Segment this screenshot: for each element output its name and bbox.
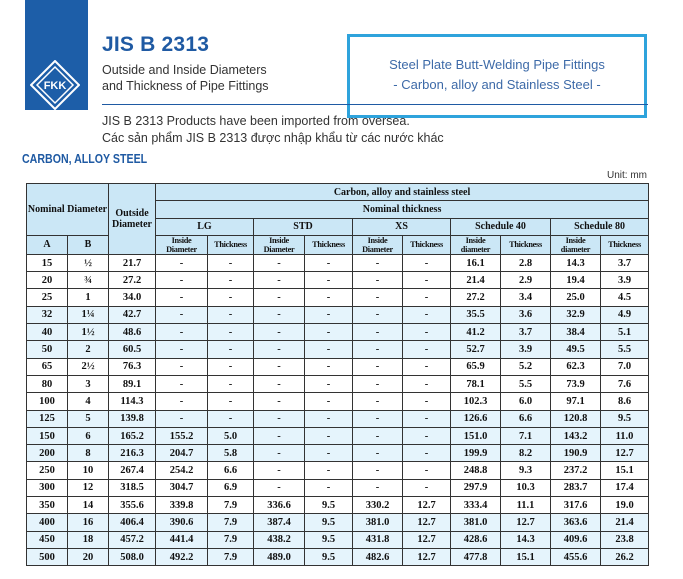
table-cell: 40 — [27, 324, 68, 341]
table-cell: 190.9 — [551, 445, 601, 462]
table-cell: 11.1 — [501, 497, 551, 514]
schedule-header: STD — [254, 218, 353, 235]
table-cell: 2 — [68, 341, 109, 358]
table-row — [27, 375, 649, 392]
table-cell: 457.2 — [109, 531, 156, 548]
sub-header: Inside diameter — [451, 235, 501, 254]
table-cell: 97.1 — [551, 393, 601, 410]
table-cell: 5.2 — [501, 358, 551, 375]
table-row — [27, 445, 649, 462]
table-cell: - — [156, 254, 208, 271]
table-cell: 12.7 — [403, 548, 451, 565]
table-cell: 14.3 — [501, 531, 551, 548]
table-cell: - — [305, 289, 353, 306]
table-cell: 76.3 — [109, 358, 156, 375]
section-title: CARBON, ALLOY STEEL — [22, 152, 148, 166]
table-cell: 200 — [27, 445, 68, 462]
table-cell: 455.6 — [551, 548, 601, 565]
table-cell: - — [208, 324, 254, 341]
table-cell: 3.7 — [501, 324, 551, 341]
table-cell: 336.6 — [254, 497, 305, 514]
table-cell: - — [156, 410, 208, 427]
group-header: Carbon, alloy and stainless steel — [156, 184, 649, 201]
sub-header: Thickness — [601, 235, 649, 254]
table-cell: - — [353, 375, 403, 392]
table-cell: - — [156, 272, 208, 289]
table-row — [27, 324, 649, 341]
table-row — [27, 410, 649, 427]
table-cell: 120.8 — [551, 410, 601, 427]
table-cell: - — [208, 306, 254, 323]
table-cell: 60.5 — [109, 341, 156, 358]
table-cell: - — [353, 341, 403, 358]
table-cell: 52.7 — [451, 341, 501, 358]
table-cell: - — [353, 462, 403, 479]
table-cell: 5.5 — [601, 341, 649, 358]
table-row — [27, 272, 649, 289]
table-cell: 4 — [68, 393, 109, 410]
table-cell: - — [403, 462, 451, 479]
table-cell: - — [254, 306, 305, 323]
table-cell: 10.3 — [501, 479, 551, 496]
schedule-header: Schedule 80 — [551, 218, 649, 235]
sub-header: Inside Diameter — [353, 235, 403, 254]
table-cell: 333.4 — [451, 497, 501, 514]
table-cell: 6.9 — [208, 479, 254, 496]
table-cell: 6.0 — [501, 393, 551, 410]
table-cell: - — [353, 358, 403, 375]
table-cell: 283.7 — [551, 479, 601, 496]
table-cell: 9.5 — [305, 497, 353, 514]
table-cell: 1½ — [68, 324, 109, 341]
table-row — [27, 254, 649, 271]
table-cell: 204.7 — [156, 445, 208, 462]
import-note — [102, 113, 444, 147]
table-cell: 150 — [27, 427, 68, 444]
table-cell: 12.7 — [601, 445, 649, 462]
table-cell: - — [305, 306, 353, 323]
table-cell: 1¼ — [68, 306, 109, 323]
table-cell: - — [305, 358, 353, 375]
table-cell: 482.6 — [353, 548, 403, 565]
table-cell: - — [403, 410, 451, 427]
table-cell: - — [305, 427, 353, 444]
table-cell: 390.6 — [156, 514, 208, 531]
table-cell: 7.0 — [601, 358, 649, 375]
table-cell: - — [254, 289, 305, 306]
table-cell: 27.2 — [451, 289, 501, 306]
table-cell: 3.7 — [601, 254, 649, 271]
table-cell: - — [254, 479, 305, 496]
table-cell: - — [254, 341, 305, 358]
table-cell: - — [156, 393, 208, 410]
table-cell: 5 — [68, 410, 109, 427]
table-cell: 9.3 — [501, 462, 551, 479]
table-cell: 237.2 — [551, 462, 601, 479]
table-cell: 431.8 — [353, 531, 403, 548]
sub-header: Thickness — [305, 235, 353, 254]
table-cell: 500 — [27, 548, 68, 565]
table-cell: 304.7 — [156, 479, 208, 496]
table-cell: 16.1 — [451, 254, 501, 271]
sub-header: Inside Diameter — [156, 235, 208, 254]
table-cell: 7.9 — [208, 531, 254, 548]
table-cell: 42.7 — [109, 306, 156, 323]
table-cell: - — [254, 462, 305, 479]
table-cell: - — [403, 306, 451, 323]
table-cell: 32.9 — [551, 306, 601, 323]
table-cell: - — [353, 272, 403, 289]
table-cell: - — [403, 289, 451, 306]
table-cell: 2½ — [68, 358, 109, 375]
table-cell: 216.3 — [109, 445, 156, 462]
table-cell: 20 — [68, 548, 109, 565]
nominal-diameter-header: Nominal Diameter — [27, 184, 109, 236]
table-cell: 7.6 — [601, 375, 649, 392]
table-cell: 78.1 — [451, 375, 501, 392]
table-cell: 6.6 — [501, 410, 551, 427]
table-cell: - — [403, 324, 451, 341]
table-row — [27, 531, 649, 548]
fkk-logo — [30, 60, 80, 110]
table-cell: 26.2 — [601, 548, 649, 565]
table-cell: 339.8 — [156, 497, 208, 514]
table-cell: 21.4 — [451, 272, 501, 289]
sub-header: Thickness — [501, 235, 551, 254]
schedule-header: Schedule 40 — [451, 218, 551, 235]
table-cell: 438.2 — [254, 531, 305, 548]
table-cell: 5.8 — [208, 445, 254, 462]
table-cell: 363.6 — [551, 514, 601, 531]
table-cell: 6 — [68, 427, 109, 444]
table-cell: - — [208, 254, 254, 271]
table-row — [27, 427, 649, 444]
table-cell: 406.4 — [109, 514, 156, 531]
table-cell: ½ — [68, 254, 109, 271]
table-cell: 139.8 — [109, 410, 156, 427]
table-cell: 20 — [27, 272, 68, 289]
table-cell: 8.2 — [501, 445, 551, 462]
table-cell: 250 — [27, 462, 68, 479]
table-cell: 381.0 — [353, 514, 403, 531]
table-cell: 65.9 — [451, 358, 501, 375]
table-cell: - — [403, 254, 451, 271]
table-cell: 3.9 — [601, 272, 649, 289]
table-cell: 151.0 — [451, 427, 501, 444]
table-cell: 65 — [27, 358, 68, 375]
table-cell: - — [156, 289, 208, 306]
table-cell: - — [254, 324, 305, 341]
table-cell: 3.4 — [501, 289, 551, 306]
table-cell: - — [208, 358, 254, 375]
table-cell: 7.1 — [501, 427, 551, 444]
table-cell: 35.5 — [451, 306, 501, 323]
table-cell: 89.1 — [109, 375, 156, 392]
box-line: - Carbon, alloy and Stainless Steel - — [393, 77, 601, 92]
table-cell: - — [305, 324, 353, 341]
table-cell: - — [353, 254, 403, 271]
subtitle — [102, 62, 269, 94]
unit-label: Unit: mm — [607, 170, 647, 181]
table-cell: - — [156, 375, 208, 392]
table-cell: - — [305, 462, 353, 479]
table-cell: 32 — [27, 306, 68, 323]
table-cell: 165.2 — [109, 427, 156, 444]
table-cell: 6.6 — [208, 462, 254, 479]
table-cell: 409.6 — [551, 531, 601, 548]
product-box — [347, 34, 647, 118]
table-cell: - — [254, 393, 305, 410]
table-cell: 12 — [68, 479, 109, 496]
table-cell: - — [353, 479, 403, 496]
table-cell: 7.9 — [208, 548, 254, 565]
table-cell: 73.9 — [551, 375, 601, 392]
table-cell: 21.4 — [601, 514, 649, 531]
table-cell: 49.5 — [551, 341, 601, 358]
table-cell: 21.7 — [109, 254, 156, 271]
table-cell: - — [254, 410, 305, 427]
table-cell: 317.6 — [551, 497, 601, 514]
schedule-header: XS — [353, 218, 451, 235]
table-cell: 12.7 — [403, 531, 451, 548]
divider — [102, 104, 648, 105]
table-cell: 355.6 — [109, 497, 156, 514]
table-cell: 80 — [27, 375, 68, 392]
table-cell: 125 — [27, 410, 68, 427]
table-cell: 15.1 — [501, 548, 551, 565]
table-cell: 9.5 — [305, 531, 353, 548]
table-row — [27, 479, 649, 496]
table-cell: 428.6 — [451, 531, 501, 548]
table-row — [27, 306, 649, 323]
table-cell: 492.2 — [156, 548, 208, 565]
table-row — [27, 393, 649, 410]
table-cell: 62.3 — [551, 358, 601, 375]
table-cell: 5.5 — [501, 375, 551, 392]
table-cell: 477.8 — [451, 548, 501, 565]
table-cell: 7.9 — [208, 497, 254, 514]
table-cell: - — [254, 358, 305, 375]
table-row — [27, 462, 649, 479]
table-cell: - — [403, 375, 451, 392]
table-cell: 126.6 — [451, 410, 501, 427]
table-body — [27, 254, 649, 565]
table-cell: - — [403, 272, 451, 289]
table-cell: 25.0 — [551, 289, 601, 306]
table-cell: - — [403, 479, 451, 496]
table-cell: 441.4 — [156, 531, 208, 548]
table-cell: 14 — [68, 497, 109, 514]
table-cell: - — [254, 254, 305, 271]
table-cell: - — [254, 375, 305, 392]
table-cell: 12.7 — [403, 514, 451, 531]
table-cell: 254.2 — [156, 462, 208, 479]
table-cell: 9.5 — [305, 514, 353, 531]
table-cell: 330.2 — [353, 497, 403, 514]
table-cell: - — [353, 306, 403, 323]
table-cell: 18 — [68, 531, 109, 548]
table-cell: - — [208, 272, 254, 289]
table-cell: - — [156, 324, 208, 341]
sub-header: Inside diameter — [551, 235, 601, 254]
table-cell: - — [156, 341, 208, 358]
table-cell: 15 — [27, 254, 68, 271]
table-cell: 248.8 — [451, 462, 501, 479]
table-cell: 450 — [27, 531, 68, 548]
table-cell: - — [353, 393, 403, 410]
table-cell: 17.4 — [601, 479, 649, 496]
table-cell: 34.0 — [109, 289, 156, 306]
page-title: JIS B 2313 — [102, 33, 210, 56]
subgroup-header: Nominal thickness — [156, 201, 649, 218]
table-cell: 100 — [27, 393, 68, 410]
table-row — [27, 358, 649, 375]
table-cell: 11.0 — [601, 427, 649, 444]
table-cell: ¾ — [68, 272, 109, 289]
table-cell: 12.7 — [403, 497, 451, 514]
sub-header: Inside Diameter — [254, 235, 305, 254]
table-cell: 41.2 — [451, 324, 501, 341]
table-cell: 508.0 — [109, 548, 156, 565]
table-cell: 3 — [68, 375, 109, 392]
table-cell: - — [305, 341, 353, 358]
sub-header: Thickness — [208, 235, 254, 254]
svg-text:FKK: FKK — [43, 80, 67, 92]
table-cell: - — [208, 393, 254, 410]
table-cell: - — [208, 289, 254, 306]
note-line: JIS B 2313 Products have been imported from oversea. — [102, 114, 410, 128]
table-cell: - — [305, 272, 353, 289]
box-line: Steel Plate Butt-Welding Pipe Fittings — [389, 57, 605, 72]
table-cell: - — [156, 358, 208, 375]
table-cell: - — [254, 272, 305, 289]
table-cell: - — [254, 445, 305, 462]
table-cell: 25 — [27, 289, 68, 306]
sub-header: Thickness — [403, 235, 451, 254]
table-cell: 38.4 — [551, 324, 601, 341]
table-cell: - — [403, 358, 451, 375]
table-cell: 387.4 — [254, 514, 305, 531]
schedule-header: LG — [156, 218, 254, 235]
table-cell: 4.9 — [601, 306, 649, 323]
table-cell: - — [353, 324, 403, 341]
table-cell: 3.6 — [501, 306, 551, 323]
table-cell: 16 — [68, 514, 109, 531]
table-cell: 400 — [27, 514, 68, 531]
table-cell: - — [305, 410, 353, 427]
table-cell: 5.1 — [601, 324, 649, 341]
table-cell: 2.9 — [501, 272, 551, 289]
table-cell: 48.6 — [109, 324, 156, 341]
outside-diameter-header: Outside Diameter — [109, 184, 156, 255]
table-cell: 15.1 — [601, 462, 649, 479]
table-cell: 489.0 — [254, 548, 305, 565]
table-cell: - — [403, 445, 451, 462]
table-cell: - — [305, 393, 353, 410]
table-row — [27, 497, 649, 514]
table-cell: 5.0 — [208, 427, 254, 444]
table-cell: - — [353, 410, 403, 427]
table-cell: - — [353, 289, 403, 306]
subtitle-line: Outside and Inside Diameters — [102, 63, 267, 77]
table-cell: - — [403, 393, 451, 410]
table-cell: 2.8 — [501, 254, 551, 271]
table-cell: - — [254, 427, 305, 444]
table-cell: 4.5 — [601, 289, 649, 306]
table-cell: 10 — [68, 462, 109, 479]
table-cell: 23.8 — [601, 531, 649, 548]
table-cell: 199.9 — [451, 445, 501, 462]
col-a-header: A — [27, 235, 68, 254]
subtitle-line: and Thickness of Pipe Fittings — [102, 79, 269, 93]
table-cell: 50 — [27, 341, 68, 358]
table-cell: - — [208, 375, 254, 392]
table-cell: 267.4 — [109, 462, 156, 479]
table-row — [27, 341, 649, 358]
table-cell: 19.4 — [551, 272, 601, 289]
table-row — [27, 289, 649, 306]
table-row — [27, 548, 649, 565]
table-cell: 8 — [68, 445, 109, 462]
dimensions-table — [26, 183, 649, 566]
table-cell: 12.7 — [501, 514, 551, 531]
table-cell: 297.9 — [451, 479, 501, 496]
table-cell: 14.3 — [551, 254, 601, 271]
table-cell: - — [208, 341, 254, 358]
table-cell: 300 — [27, 479, 68, 496]
table-cell: 143.2 — [551, 427, 601, 444]
table-cell: - — [403, 341, 451, 358]
table-cell: 9.5 — [601, 410, 649, 427]
table-cell: - — [403, 427, 451, 444]
table-cell: - — [208, 410, 254, 427]
table-cell: - — [353, 445, 403, 462]
table-cell: 9.5 — [305, 548, 353, 565]
table-cell: 114.3 — [109, 393, 156, 410]
table-cell: - — [353, 427, 403, 444]
table-cell: - — [305, 375, 353, 392]
table-cell: 318.5 — [109, 479, 156, 496]
col-b-header: B — [68, 235, 109, 254]
table-cell: 350 — [27, 497, 68, 514]
table-cell: 27.2 — [109, 272, 156, 289]
table-cell: 102.3 — [451, 393, 501, 410]
table-cell: 155.2 — [156, 427, 208, 444]
table-cell: - — [156, 306, 208, 323]
table-cell: 1 — [68, 289, 109, 306]
note-line: Các sản phẩm JIS B 2313 được nhập khẩu từ các nước khác — [102, 131, 444, 145]
table-cell: 8.6 — [601, 393, 649, 410]
table-row — [27, 514, 649, 531]
table-cell: - — [305, 445, 353, 462]
table-cell: 7.9 — [208, 514, 254, 531]
table-cell: - — [305, 254, 353, 271]
table-cell: 3.9 — [501, 341, 551, 358]
table-cell: - — [305, 479, 353, 496]
table-cell: 381.0 — [451, 514, 501, 531]
table-cell: 19.0 — [601, 497, 649, 514]
